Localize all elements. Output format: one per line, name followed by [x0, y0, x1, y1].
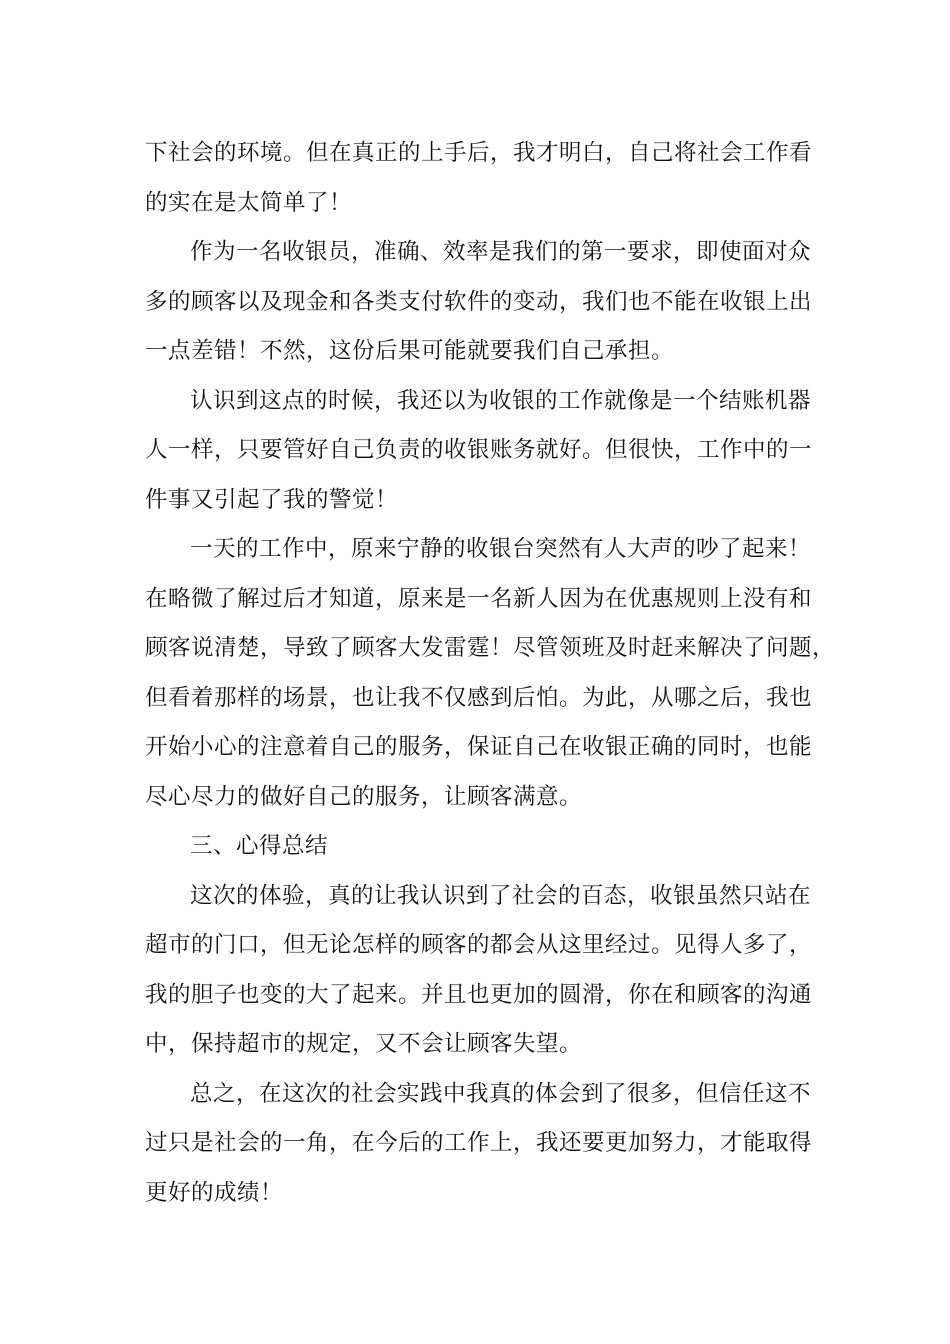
- text-line: 多的顾客以及现金和各类支付软件的变动，我们也不能在收银上出: [145, 288, 813, 315]
- text-line: 件事又引起了我的警觉！: [145, 486, 399, 513]
- text-line: 作为一名收银员，准确、效率是我们的第一要求，即使面对众: [190, 239, 812, 265]
- text-line: 我的胆子也变的大了起来。并且也更加的圆滑，你在和顾客的沟通: [145, 981, 813, 1008]
- text-line: 人一样，只要管好自己负责的收银账务就好。但很快，工作中的一: [145, 437, 813, 463]
- text-line: 中，保持超市的规定，又不会让顾客失望。: [145, 1031, 583, 1057]
- text-line: 这次的体验，真的让我认识到了社会的百态，收银虽然只站在: [190, 882, 812, 909]
- text-line: 在略微了解过后才知道，原来是一名新人因为在优惠规则上没有和: [145, 585, 813, 612]
- text-line: 下社会的环境。但在真正的上手后，我才明白，自己将社会工作看: [145, 140, 813, 166]
- text-line: 总之，在这次的社会实践中我真的体会到了很多，但信任这不: [190, 1080, 812, 1107]
- text-line: 过只是社会的一角，在今后的工作上，我还要更加努力，才能取得: [145, 1130, 813, 1156]
- text-line: 三、心得总结: [190, 833, 329, 859]
- text-line: 超市的门口，但无论怎样的顾客的都会从这里经过。见得人多了，: [145, 932, 813, 958]
- document-body: [145, 129, 836, 1218]
- text-line: 一点差错！不然，这份后果可能就要我们自己承担。: [145, 338, 675, 364]
- text-line: 更好的成绩！: [145, 1179, 284, 1206]
- text-line: 尽心尽力的做好自己的服务，让顾客满意。: [145, 783, 583, 810]
- text-line: 一天的工作中，原来宁静的收银台突然有人大声的吵了起来！: [190, 536, 812, 562]
- text-line: 认识到这点的时候，我还以为收银的工作就像是一个结账机器: [190, 387, 812, 414]
- text-line: 顾客说清楚，导致了顾客大发雷霆！尽管领班及时赶来解决了问题，: [145, 635, 836, 661]
- text-line: 开始小心的注意着自己的服务，保证自己在收银正确的同时，也能: [145, 734, 813, 760]
- text-line: 但看着那样的场景，也让我不仅感到后怕。为此，从哪之后，我也: [145, 684, 813, 711]
- text-line: 的实在是太简单了！: [145, 189, 353, 216]
